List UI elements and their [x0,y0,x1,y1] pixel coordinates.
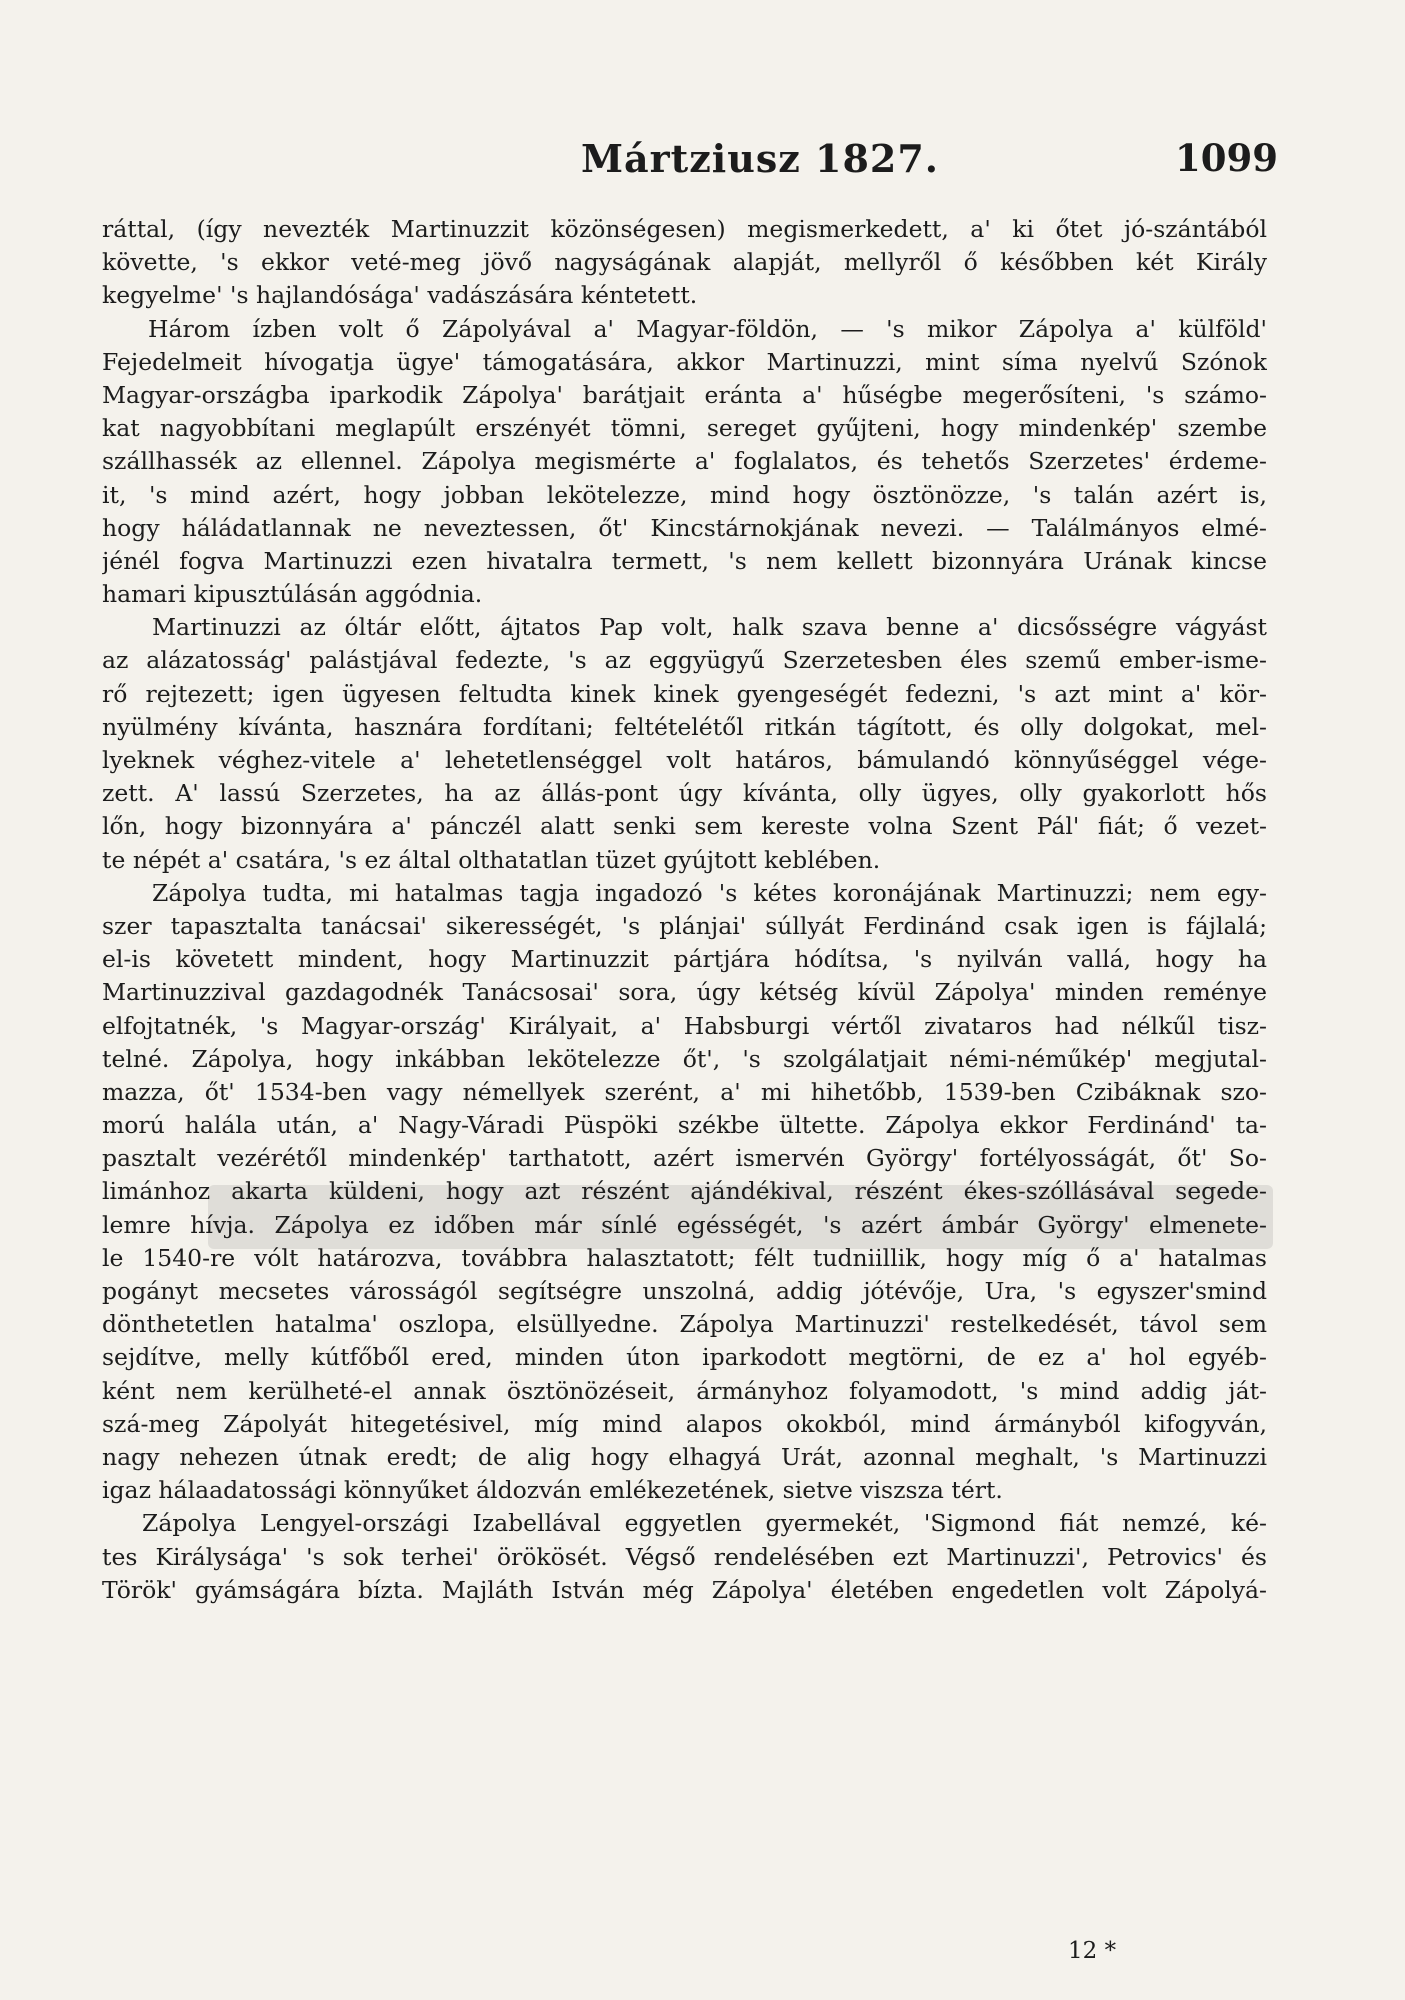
text-line: Martinuzzi az óltár előtt, ájtatos Pap volt, halk szava benne a' dicsősségre vágyást [152,613,1267,642]
text-line: ráttal, (így nevezték Martinuzzit közönségesen) megismerkedett, a' ki őtet jó-szántából [102,215,1267,243]
text-line: Martinuzzival gazdagodnék Tanácsosai' sora, úgy kétség kívül Zápolya' minden reménye [102,978,1267,1007]
text-line: igaz hálaadatossági könnyűket áldozván emlékezetének, sietve viszsza tért. [102,1476,1003,1505]
text-line: te népét a' csatára, 's ez által olthatatlan tüzet gyújtott keblében. [102,845,881,874]
text-line: Magyar-országba iparkodik Zápolya' barátjait eránta a' hűségbe megerősíteni, 's számo- [102,380,1267,409]
text-line: pogányt mecsetes városságól segítségre unszolná, addig jótévője, Ura, 's egyszer'smind [102,1277,1267,1305]
text-line: hamari kipusztúlásán aggódnia. [102,580,483,609]
text-line: pasztalt vezérétől mindenkép' tarthatott, azért ismervén György' fortélyosságát, őt' So- [102,1144,1267,1173]
text-line: szá-meg Zápolyát hitegetésivel, míg mind alapos okokból, mind ármányból kifogyván, [102,1409,1267,1438]
text-line: zett. A' lassú Szerzetes, ha az állás-pont úgy kívánta, olly ügyes, olly gyakorlott hős [102,779,1267,808]
text-line: elfojtatnék, 's Magyar-ország' Királyait, a' Habsburgi vértől zivataros had nélkűl tisz- [102,1011,1267,1040]
text-line: limánhoz akarta küldeni, hogy azt részént ajándékival, részént ékes-szóllásával segede- [102,1177,1267,1206]
text-line: mazza, őt' 1534-ben vagy némellyek szerént, a' mi hihetőbb, 1539-ben Czibáknak szo- [102,1077,1267,1106]
text-line: telné. Zápolya, hogy inkábban lekötelezze őt', 's szolgálatjait némi-néműkép' megjutal- [102,1044,1267,1073]
text-line: morú halála után, a' Nagy-Váradi Püspöki székbe ültette. Zápolya ekkor Ferdinánd' ta- [102,1111,1267,1140]
page-header [0,136,1405,196]
text-line: lőn, hogy bizonnyára a' pánczél alatt senki sem kereste volna Szent Pál' fiát; ő vezet- [102,812,1267,841]
text-line: szer tapasztalta tanácsai' sikerességét, 's plánjai' súllyát Ferdinánd csak igen is fájlalá; [102,911,1267,940]
text-line: nyülmény kívánta, hasznára fordítani; feltételétől ritkán tágított, és olly dolgokat, mel- [102,712,1267,741]
text-line: jénél fogva Martinuzzi ezen hivatalra termett, 's nem kellett bizonnyára Urának kincse [102,546,1267,575]
text-line: sejdítve, melly kútfőből ered, minden úton iparkodott megtörni, de ez a' hol egyéb- [102,1343,1267,1372]
text-line: követte, 's ekkor veté-meg jövő nagyságának alapját, mellyről ő későbben két Király [102,248,1267,277]
text-line: ként nem kerülheté-el annak ösztönözéseit, ármányhoz folyamodott, 's mind addig ját- [102,1376,1267,1405]
text-line: it, 's mind azért, hogy jobban lekötelezze, mind hogy ösztönözze, 's talán azért is, [102,480,1267,509]
text-line: rő rejtezett; igen ügyesen feltudta kinek kinek gyengeségét fedezni, 's azt mint a' kör- [102,679,1267,708]
text-line: az alázatosság' palástjával fedezte, 's az eggyügyű Szerzetesben éles szemű ember-isme- [102,646,1267,675]
text-line: Török' gyámságára bízta. Majláth István még Zápolya' életében engedetlen volt Zápolyá- [102,1575,1267,1604]
text-line: Zápolya tudta, mi hatalmas tagja ingadozó 's kétes koronájának Martinuzzi; nem egy- [152,878,1267,907]
text-line: szállhassék az ellennel. Zápolya megismérte a' foglalatos, és tehetős Szerzetes' érdeme- [102,447,1267,476]
body-text [102,213,1267,1607]
text-line: el-is követett mindent, hogy Martinuzzit pártjára hódítsa, 's nyilván vallá, hogy ha [102,945,1267,974]
text-line: dönthetetlen hatalma' oszlopa, elsüllyedne. Zápolya Martinuzzi' restelkedését, távol sem [102,1310,1267,1339]
text-line: kegyelme' 's hajlandósága' vadászására kéntetett. [102,281,698,310]
text-line: le 1540-re vólt határozva, továbbra halasztatott; félt tudniillik, hogy míg ő a' hatalmas [102,1243,1267,1272]
text-line: tes Királysága' 's sok terhei' örökösét. Végső rendelésében ezt Martinuzzi', Petrovics' és [102,1542,1267,1571]
text-line: Fejedelmeit hívogatja ügye' támogatására, akkor Martinuzzi, mint síma nyelvű Szónok [102,347,1267,376]
signature-mark: 12 * [1068,1938,1117,1964]
page-number: 1099 [1175,136,1278,180]
text-line: Zápolya Lengyel-országi Izabellával eggyetlen gyermekét, 'Sigmond fiát nemzé, ké- [142,1509,1267,1538]
running-title: Mártziusz 1827. [580,136,940,181]
text-line: nagy nehezen útnak eredt; de alig hogy elhagyá Urát, azonnal meghalt, 's Martinuzzi [102,1442,1267,1471]
text-line: hogy háládatlannak ne neveztessen, őt' Kincstárnokjának nevezi. — Találmányos elmé- [102,513,1267,542]
text-line: lemre hívja. Zápolya ez időben már sínlé egésségét, 's azért ámbár György' elmenete- [102,1210,1267,1239]
text-line: Három ízben volt ő Zápolyával a' Magyar-földön, — 's mikor Zápolya a' külföld' [148,314,1267,343]
text-line: lyeknek véghez-vitele a' lehetetlenséggel volt határos, bámulandó könnyűséggel vége- [102,746,1267,774]
text-line: kat nagyobbítani meglapúlt erszényét tömni, sereget gyűjteni, hogy mindenkép' szembe [102,414,1267,443]
